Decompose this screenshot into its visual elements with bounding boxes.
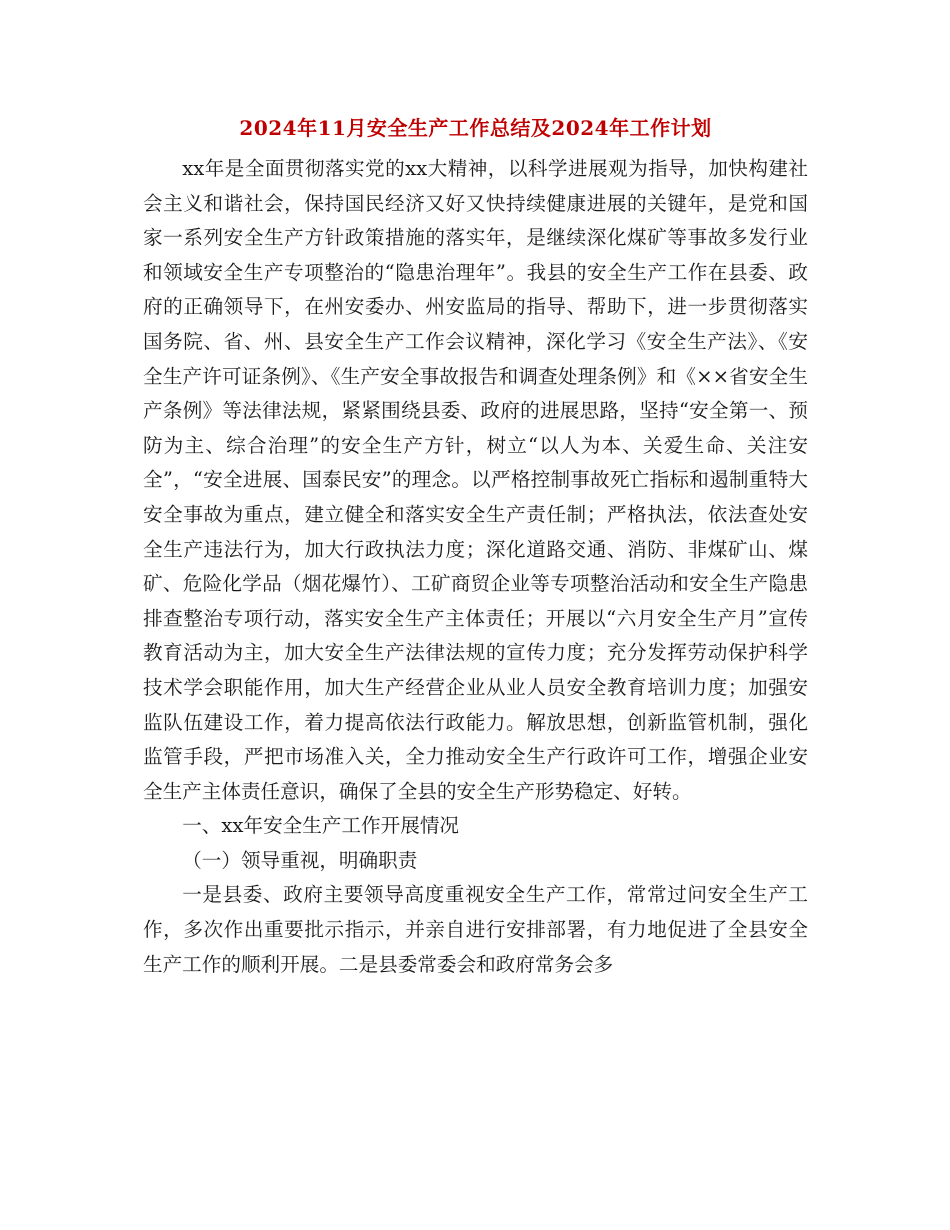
body-paragraph: 一是县委、政府主要领导高度重视安全生产工作，常常过问安全生产工作，多次作出重要批示指示，并亲自进行安排部署，有力地促进了全县安全生产工作的顺利开展。二是县委常委会和政府常务会多 (143, 883, 808, 976)
document-title: 2024年11月安全生产工作总结及2024年工作计划 (239, 116, 712, 140)
section-heading: 一、xx年安全生产工作开展情况 (182, 814, 460, 838)
intro-paragraph: xx年是全面贯彻落实党的xx大精神，以科学进展观为指导，加快构建社会主义和谐社会，保持国民经济又好又快持续健康进展的关键年，是党和国家一系列安全生产方针政策措施的落实年，是继续深化煤矿等事故多发行业和领域安全生产专项整治的“隐患治理年”。我县的安全生产工作在县委、政府的正确领导下，在州安委办、州安监局的指导、帮助下，进一步贯彻落实国务院、省、州、县安全生产工作会议精神，深化学习《安全生产法》、《安全生产许可证条例》、《生产安全事故报告和调查处理条例》和《××省安全生产条例》等法律法规，紧紧围绕县委、政府的进展思路，坚持“安全第一、预防为主、综合治理”的安全生产方针，树立“以人为本、关爱生命、关注安全”，“安全进展、国泰民安”的理念。以严格控制事故死亡指标和遏制重特大安全事故为重点，建立健全和落实安全生产责任制；严格执法，依法查处安全生产违法行为，加大行政执法力度；深化道路交通、消防、非煤矿山、煤矿、危险化学品（烟花爆竹）、工矿商贸企业等专项整治活动和安全生产隐患排查整治专项行动，落实安全生产主体责任；开展以“六月安全生产月”宣传教育活动为主，加大安全生产法律法规的宣传力度；充分发挥劳动保护科学技术学会职能作用，加大生产经营企业从业人员安全教育培训力度；加强安监队伍建设工作，着力提高依法行政能力。解放思想，创新监管机制，强化监管手段，严把市场准入关，全力推动安全生产行政许可工作，增强企业安全生产主体责任意识，确保了全县的安全生产形势稳定、好转。 (143, 157, 808, 803)
subsection-heading: （一）领导重视，明确职责 (182, 848, 418, 872)
document-page (143, 108, 808, 982)
